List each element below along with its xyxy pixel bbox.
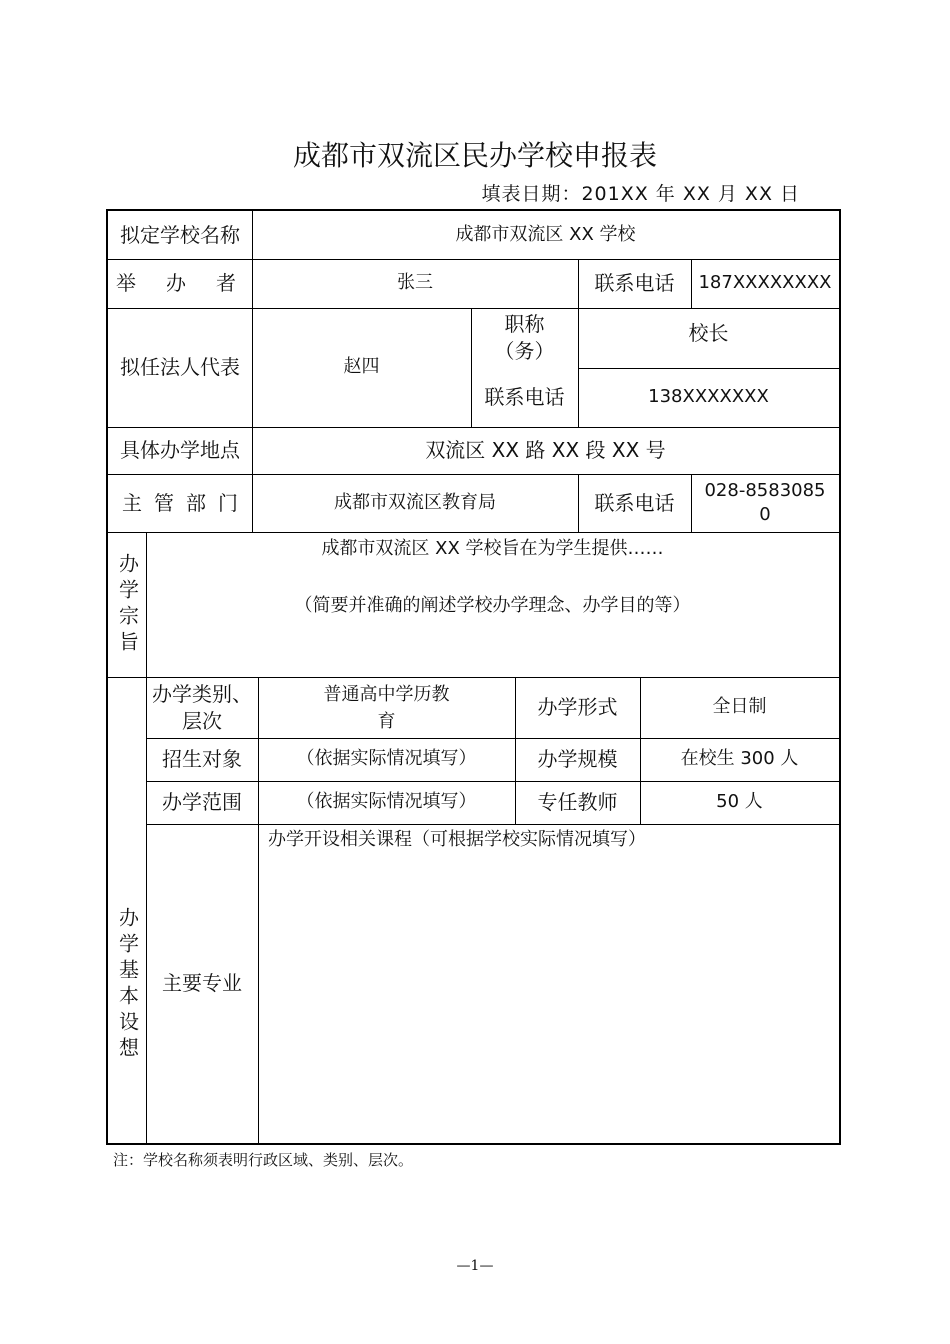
category-label: 办学类别、层次: [152, 681, 252, 733]
scale-value: 在校生 300 人: [680, 748, 799, 770]
page-number: —1—: [456, 1258, 494, 1274]
rep-phone-value: 138XXXXXXX: [648, 386, 769, 408]
authority-label: [108, 474, 252, 532]
rep-phone-label: 联系电话: [484, 385, 565, 409]
form-note: 注：学校名称须表明行政区域、类别、层次。: [113, 1151, 414, 1169]
school-name-label: 拟定学校名称: [120, 222, 240, 247]
purpose-line-1: 成都市双流区 XX 学校旨在为学生提供……: [321, 538, 664, 559]
scope-value: （依据实际情况填写）: [296, 791, 477, 813]
fill-date: 填表日期：201XX 年 XX 月 XX 日: [481, 183, 800, 205]
plan-label-text: 办学基本设想: [115, 907, 140, 1063]
purpose-label-text: 办学宗旨: [115, 552, 140, 657]
category-value: 普通高中学历教育: [323, 683, 450, 732]
title-label: 职称（务）: [494, 312, 555, 363]
enroll-label: 招生对象: [162, 747, 242, 771]
scale-label: 办学规模: [537, 747, 618, 771]
application-form-table: [106, 209, 841, 1145]
legal-rep-value: 赵四: [343, 356, 380, 378]
organizer-phone-label: 联系电话: [594, 271, 675, 295]
form-title: 成都市双流区民办学校申报表: [292, 139, 657, 172]
organizer-value: 张三: [397, 272, 433, 294]
organizer-label: [108, 259, 266, 308]
major-value: 办学开设相关课程（可根据学校实际情况填写）: [268, 829, 646, 850]
authority-phone-value: 028-85830850: [704, 479, 826, 525]
purpose-line-2: （简要并准确的阐述学校办学理念、办学目的等）: [294, 595, 691, 616]
address-label: 具体办学地点: [120, 438, 240, 462]
teachers-label: 专任教师: [537, 790, 618, 814]
school-name-value: 成都市双流区 XX 学校: [455, 223, 636, 245]
plan-label: [108, 677, 146, 1143]
form-label: 办学形式: [537, 695, 618, 719]
authority-phone-label: 联系电话: [594, 490, 675, 515]
purpose-label: [108, 532, 146, 677]
legal-rep-label: 拟任法人代表: [120, 355, 240, 379]
organizer-phone-value: 187XXXXXXXX: [698, 272, 832, 294]
title-value: 校长: [688, 320, 729, 345]
organizer-label-text: 举办者: [116, 271, 266, 295]
major-label: 主要专业: [162, 971, 242, 995]
form-value: 全日制: [712, 696, 767, 718]
scope-label: 办学范围: [162, 790, 242, 814]
enroll-value: （依据实际情况填写）: [296, 748, 477, 770]
authority-label-text: 主管部门: [122, 490, 250, 515]
teachers-value: 50 人: [716, 791, 763, 813]
authority-value: 成都市双流区教育局: [334, 491, 496, 513]
address-value: 双流区 XX 路 XX 段 XX 号: [425, 438, 666, 462]
